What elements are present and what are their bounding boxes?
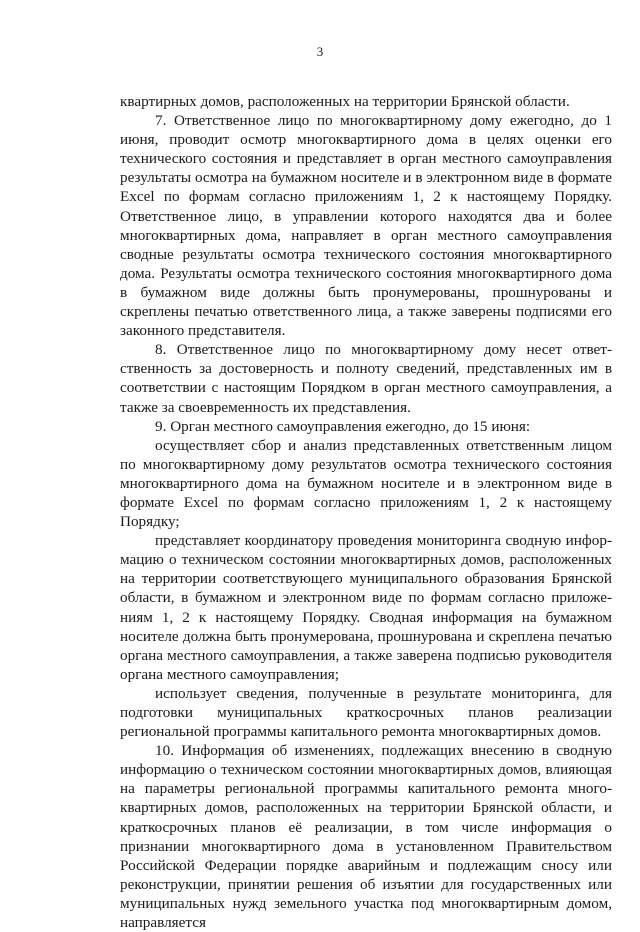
paragraph-item-9-clause-2: представляет координатору проведения мониторинга сводную информацию о техническом состоянии многоквартирных домов, расположенных на территории соответствующего муниципального образования Брянской области, в бумажном и электронном виде по формам согласно приложениям 1, 2 к настоящему Порядку. Сводная информация на бумажном носителе должна быть пронумерована, прошнурована и скреплена печатью органа местного самоуправления, а также заверена подписью руководителя органа местного самоуправления; xyxy=(120,532,612,683)
paragraph-item-9-clause-3: использует сведения, полученные в результате мониторинга, для подготовки муниципальных краткосрочных планов реализации региональной программы капитального ремонта многоквартирных домов. xyxy=(120,684,612,741)
paragraph-continuation: квартирных домов, расположенных на территории Брянской области. xyxy=(120,93,570,110)
paragraph-item-7: 7. Ответственное лицо по многоквартирному дому ежегодно, до 1 июня, проводит осмотр многоквартирного дома в целях оценки его технического состояния и представляет в орган местного самоуправления результаты осмотра на бумажном носителе и в электронном виде в формате Excel по формам согласно приложениям 1, 2 к настоящему Порядку. Ответственное лицо, в управлении которого находятся два и более многоквартирных дома, направляет в орган местного самоуправления сводные результаты осмотра технического состояния многоквартирного дома. Результаты осмотра технического состояния многоквартирного дома в бумажном виде должны быть пронумерованы, прошнурованы и скреплены печатью ответственного лица, а также заверены подписями его законного представителя. xyxy=(120,112,612,340)
page-number: 3 xyxy=(316,44,324,59)
paragraph-item-8: 8. Ответственное лицо по многоквартирному дому несет ответственность за достоверность и полноту сведений, представленных им в соответствии с настоящим Порядком в орган местного самоуправления, а также за своевременность их представления. xyxy=(120,341,612,416)
paragraph-item-9: 9. Орган местного самоуправления ежегодно, до 15 июня: xyxy=(155,417,531,435)
document-body xyxy=(120,92,612,932)
paragraph-item-9-clause-1: осуществляет сбор и анализ представленных ответственным лицом по многоквартирному дому результатов осмотра технического состояния многоквартирного дома на бумажном носителе и в электронном виде в формате Excel по формам согласно приложениям 1, 2 к настоящему Порядку; xyxy=(120,436,612,531)
paragraph-item-10: 10. Информация об изменениях, подлежащих внесению в сводную информацию о техническом состоянии многоквартирных домов, влияющая на параметры региональной программы капитального ремонта многоквартирных домов, расположенных на территории Брянской области, и краткосрочных планов её реализации, в том числе информация о признании многоквартирного дома в установленном Правительством Российской Федерации порядке аварийным и подлежащим сносу или реконструкции, принятии решения об изъятии для государственных или муниципальных нужд земельного участка под многоквартирным домом, направляется xyxy=(120,742,612,932)
